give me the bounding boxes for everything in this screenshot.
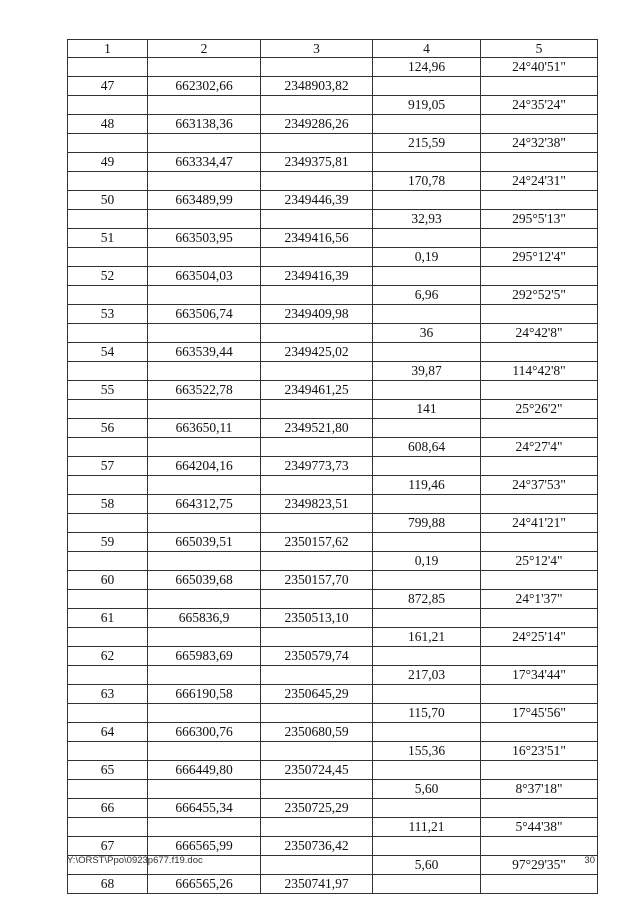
table-row: [68, 267, 598, 286]
distance-cell: [373, 875, 481, 894]
distance-cell: [373, 229, 481, 248]
point-number-cell: 50: [68, 191, 148, 210]
table-row: [68, 324, 598, 343]
y-coordinate-cell: [261, 476, 373, 495]
y-coordinate-cell: 2349521,80: [261, 419, 373, 438]
bearing-cell: [481, 229, 598, 248]
bearing-cell: 16°23'51": [481, 742, 598, 761]
x-coordinate-cell: 663650,11: [148, 419, 261, 438]
x-coordinate-cell: 666449,80: [148, 761, 261, 780]
distance-cell: [373, 457, 481, 476]
point-number-cell: [68, 210, 148, 229]
footer-file-path: Y:\ORST\Ppo\0923p677.f19.doc: [67, 855, 203, 866]
point-number-cell: [68, 438, 148, 457]
y-coordinate-cell: [261, 172, 373, 191]
point-number-cell: 57: [68, 457, 148, 476]
point-number-cell: [68, 742, 148, 761]
bearing-cell: [481, 77, 598, 96]
table-row: [68, 400, 598, 419]
point-number-cell: [68, 248, 148, 267]
table-row: [68, 780, 598, 799]
distance-cell: 141: [373, 400, 481, 419]
distance-cell: 919,05: [373, 96, 481, 115]
point-number-cell: 53: [68, 305, 148, 324]
distance-cell: 5,60: [373, 780, 481, 799]
x-coordinate-cell: [148, 514, 261, 533]
point-number-cell: 59: [68, 533, 148, 552]
point-number-cell: [68, 780, 148, 799]
x-coordinate-cell: 666565,99: [148, 837, 261, 856]
x-coordinate-cell: [148, 628, 261, 647]
point-number-cell: 67: [68, 837, 148, 856]
point-number-cell: [68, 400, 148, 419]
x-coordinate-cell: [148, 476, 261, 495]
table-row: [68, 210, 598, 229]
x-coordinate-cell: 666300,76: [148, 723, 261, 742]
point-number-cell: 47: [68, 77, 148, 96]
x-coordinate-cell: 665836,9: [148, 609, 261, 628]
table-row: [68, 818, 598, 837]
table-row: [68, 495, 598, 514]
table-row: [68, 571, 598, 590]
distance-cell: [373, 533, 481, 552]
table-row: [68, 77, 598, 96]
bearing-cell: 24°25'14": [481, 628, 598, 647]
y-coordinate-cell: 2350724,45: [261, 761, 373, 780]
y-coordinate-cell: [261, 362, 373, 381]
x-coordinate-cell: [148, 96, 261, 115]
distance-cell: [373, 837, 481, 856]
y-coordinate-cell: [261, 438, 373, 457]
distance-cell: [373, 609, 481, 628]
bearing-cell: [481, 875, 598, 894]
bearing-cell: 24°24'31": [481, 172, 598, 191]
point-number-cell: [68, 818, 148, 837]
distance-cell: [373, 77, 481, 96]
bearing-cell: [481, 837, 598, 856]
x-coordinate-cell: [148, 362, 261, 381]
point-number-cell: [68, 628, 148, 647]
table-row: [68, 628, 598, 647]
x-coordinate-cell: [148, 666, 261, 685]
x-coordinate-cell: 663138,36: [148, 115, 261, 134]
x-coordinate-cell: [148, 590, 261, 609]
x-coordinate-cell: [148, 324, 261, 343]
x-coordinate-cell: [148, 210, 261, 229]
x-coordinate-cell: 665039,51: [148, 533, 261, 552]
distance-cell: [373, 305, 481, 324]
point-number-cell: 65: [68, 761, 148, 780]
point-number-cell: [68, 58, 148, 77]
bearing-cell: [481, 419, 598, 438]
y-coordinate-cell: 2349286,26: [261, 115, 373, 134]
table-row: [68, 286, 598, 305]
table-row: [68, 761, 598, 780]
x-coordinate-cell: 662302,66: [148, 77, 261, 96]
distance-cell: 0,19: [373, 248, 481, 267]
distance-cell: [373, 419, 481, 438]
point-number-cell: 61: [68, 609, 148, 628]
bearing-cell: 24°35'24": [481, 96, 598, 115]
bearing-cell: 25°12'4": [481, 552, 598, 571]
table-row: [68, 134, 598, 153]
table-row: [68, 514, 598, 533]
point-number-cell: [68, 552, 148, 571]
bearing-cell: [481, 343, 598, 362]
y-coordinate-cell: [261, 628, 373, 647]
bearing-cell: 17°45'56": [481, 704, 598, 723]
distance-cell: 5,60: [373, 856, 481, 875]
header-cell: 3: [261, 40, 373, 58]
x-coordinate-cell: [148, 134, 261, 153]
y-coordinate-cell: [261, 856, 373, 875]
point-number-cell: [68, 666, 148, 685]
bearing-cell: [481, 723, 598, 742]
bearing-cell: [481, 609, 598, 628]
y-coordinate-cell: 2348903,82: [261, 77, 373, 96]
bearing-cell: 97°29'35": [481, 856, 598, 875]
bearing-cell: [481, 381, 598, 400]
table-row: [68, 115, 598, 134]
distance-cell: 0,19: [373, 552, 481, 571]
bearing-cell: 24°40'51": [481, 58, 598, 77]
distance-cell: 124,96: [373, 58, 481, 77]
bearing-cell: [481, 647, 598, 666]
y-coordinate-cell: [261, 134, 373, 153]
table-header-row: [68, 40, 598, 58]
header-cell: 1: [68, 40, 148, 58]
bearing-cell: 24°32'38": [481, 134, 598, 153]
bearing-cell: [481, 115, 598, 134]
x-coordinate-cell: [148, 286, 261, 305]
table-row: [68, 457, 598, 476]
table-row: [68, 799, 598, 818]
y-coordinate-cell: 2349416,56: [261, 229, 373, 248]
point-number-cell: [68, 476, 148, 495]
distance-cell: 155,36: [373, 742, 481, 761]
y-coordinate-cell: [261, 552, 373, 571]
point-number-cell: [68, 704, 148, 723]
distance-cell: 111,21: [373, 818, 481, 837]
distance-cell: [373, 799, 481, 818]
y-coordinate-cell: [261, 666, 373, 685]
distance-cell: [373, 647, 481, 666]
distance-cell: [373, 115, 481, 134]
bearing-cell: 114°42'8": [481, 362, 598, 381]
bearing-cell: 24°42'8": [481, 324, 598, 343]
footer-page-number: 30: [584, 855, 595, 866]
distance-cell: [373, 381, 481, 400]
point-number-cell: 63: [68, 685, 148, 704]
distance-cell: 32,93: [373, 210, 481, 229]
distance-cell: 36: [373, 324, 481, 343]
bearing-cell: 295°5'13": [481, 210, 598, 229]
distance-cell: [373, 191, 481, 210]
y-coordinate-cell: 2350741,97: [261, 875, 373, 894]
y-coordinate-cell: [261, 96, 373, 115]
x-coordinate-cell: 665039,68: [148, 571, 261, 590]
bearing-cell: 24°37'53": [481, 476, 598, 495]
x-coordinate-cell: 663522,78: [148, 381, 261, 400]
bearing-cell: 24°1'37": [481, 590, 598, 609]
table-row: [68, 248, 598, 267]
y-coordinate-cell: [261, 210, 373, 229]
y-coordinate-cell: 2349461,25: [261, 381, 373, 400]
table-row: [68, 58, 598, 77]
distance-cell: 119,46: [373, 476, 481, 495]
table-row: [68, 96, 598, 115]
bearing-cell: 5°44'38": [481, 818, 598, 837]
y-coordinate-cell: [261, 248, 373, 267]
table-row: [68, 172, 598, 191]
table-row: [68, 305, 598, 324]
y-coordinate-cell: [261, 324, 373, 343]
header-cell: 5: [481, 40, 598, 58]
bearing-cell: [481, 267, 598, 286]
point-number-cell: [68, 172, 148, 191]
bearing-cell: 25°26'2": [481, 400, 598, 419]
header-cell: 4: [373, 40, 481, 58]
point-number-cell: 60: [68, 571, 148, 590]
y-coordinate-cell: 2349425,02: [261, 343, 373, 362]
y-coordinate-cell: 2350513,10: [261, 609, 373, 628]
table-body: [68, 40, 598, 894]
x-coordinate-cell: 666565,26: [148, 875, 261, 894]
y-coordinate-cell: 2350157,62: [261, 533, 373, 552]
point-number-cell: 62: [68, 647, 148, 666]
point-number-cell: 55: [68, 381, 148, 400]
point-number-cell: [68, 96, 148, 115]
x-coordinate-cell: 666455,34: [148, 799, 261, 818]
x-coordinate-cell: [148, 818, 261, 837]
distance-cell: [373, 343, 481, 362]
distance-cell: 215,59: [373, 134, 481, 153]
distance-cell: 170,78: [373, 172, 481, 191]
x-coordinate-cell: 663506,74: [148, 305, 261, 324]
bearing-cell: 8°37'18": [481, 780, 598, 799]
bearing-cell: [481, 153, 598, 172]
x-coordinate-cell: [148, 248, 261, 267]
table-row: [68, 552, 598, 571]
y-coordinate-cell: [261, 742, 373, 761]
y-coordinate-cell: [261, 818, 373, 837]
bearing-cell: [481, 685, 598, 704]
x-coordinate-cell: 664204,16: [148, 457, 261, 476]
distance-cell: 799,88: [373, 514, 481, 533]
table-row: [68, 609, 598, 628]
point-number-cell: 49: [68, 153, 148, 172]
y-coordinate-cell: 2349409,98: [261, 305, 373, 324]
distance-cell: [373, 723, 481, 742]
point-number-cell: 51: [68, 229, 148, 248]
table-row: [68, 590, 598, 609]
point-number-cell: 54: [68, 343, 148, 362]
table-row: [68, 837, 598, 856]
x-coordinate-cell: 664312,75: [148, 495, 261, 514]
y-coordinate-cell: [261, 514, 373, 533]
table-row: [68, 742, 598, 761]
distance-cell: 115,70: [373, 704, 481, 723]
table-row: [68, 343, 598, 362]
point-number-cell: [68, 324, 148, 343]
table-row: [68, 476, 598, 495]
x-coordinate-cell: 663504,03: [148, 267, 261, 286]
bearing-cell: [481, 495, 598, 514]
bearing-cell: [481, 191, 598, 210]
x-coordinate-cell: 663503,95: [148, 229, 261, 248]
y-coordinate-cell: 2349823,51: [261, 495, 373, 514]
table-row: [68, 875, 598, 894]
table-row: [68, 381, 598, 400]
y-coordinate-cell: [261, 780, 373, 799]
table-row: [68, 647, 598, 666]
bearing-cell: [481, 799, 598, 818]
point-number-cell: 58: [68, 495, 148, 514]
bearing-cell: [481, 571, 598, 590]
x-coordinate-cell: 666190,58: [148, 685, 261, 704]
bearing-cell: 17°34'44": [481, 666, 598, 685]
y-coordinate-cell: 2349446,39: [261, 191, 373, 210]
x-coordinate-cell: [148, 438, 261, 457]
y-coordinate-cell: 2350645,29: [261, 685, 373, 704]
table-row: [68, 685, 598, 704]
y-coordinate-cell: 2350579,74: [261, 647, 373, 666]
point-number-cell: 68: [68, 875, 148, 894]
x-coordinate-cell: [148, 58, 261, 77]
x-coordinate-cell: [148, 704, 261, 723]
y-coordinate-cell: 2350736,42: [261, 837, 373, 856]
point-number-cell: 52: [68, 267, 148, 286]
point-number-cell: 56: [68, 419, 148, 438]
point-number-cell: 48: [68, 115, 148, 134]
distance-cell: [373, 495, 481, 514]
header-cell: 2: [148, 40, 261, 58]
point-number-cell: [68, 134, 148, 153]
y-coordinate-cell: 2350680,59: [261, 723, 373, 742]
y-coordinate-cell: 2350725,29: [261, 799, 373, 818]
bearing-cell: [481, 457, 598, 476]
point-number-cell: 66: [68, 799, 148, 818]
y-coordinate-cell: 2349416,39: [261, 267, 373, 286]
y-coordinate-cell: [261, 58, 373, 77]
y-coordinate-cell: 2350157,70: [261, 571, 373, 590]
x-coordinate-cell: 665983,69: [148, 647, 261, 666]
point-number-cell: 64: [68, 723, 148, 742]
table-row: [68, 153, 598, 172]
bearing-cell: [481, 305, 598, 324]
point-number-cell: [68, 362, 148, 381]
point-number-cell: [68, 590, 148, 609]
x-coordinate-cell: [148, 742, 261, 761]
table-row: [68, 229, 598, 248]
distance-cell: 6,96: [373, 286, 481, 305]
y-coordinate-cell: [261, 400, 373, 419]
table-row: [68, 419, 598, 438]
x-coordinate-cell: [148, 552, 261, 571]
distance-cell: 161,21: [373, 628, 481, 647]
x-coordinate-cell: [148, 780, 261, 799]
table-row: [68, 723, 598, 742]
point-number-cell: [68, 514, 148, 533]
y-coordinate-cell: [261, 590, 373, 609]
bearing-cell: 24°27'4": [481, 438, 598, 457]
distance-cell: 217,03: [373, 666, 481, 685]
x-coordinate-cell: [148, 400, 261, 419]
bearing-cell: 295°12'4": [481, 248, 598, 267]
table-row: [68, 438, 598, 457]
distance-cell: [373, 571, 481, 590]
x-coordinate-cell: 663334,47: [148, 153, 261, 172]
distance-cell: [373, 153, 481, 172]
point-number-cell: [68, 286, 148, 305]
bearing-cell: 24°41'21": [481, 514, 598, 533]
coordinates-table: [67, 39, 598, 894]
distance-cell: 608,64: [373, 438, 481, 457]
distance-cell: 872,85: [373, 590, 481, 609]
x-coordinate-cell: [148, 172, 261, 191]
bearing-cell: [481, 761, 598, 780]
bearing-cell: [481, 533, 598, 552]
y-coordinate-cell: 2349375,81: [261, 153, 373, 172]
distance-cell: [373, 761, 481, 780]
table-row: [68, 533, 598, 552]
y-coordinate-cell: [261, 704, 373, 723]
distance-cell: [373, 685, 481, 704]
table-row: [68, 666, 598, 685]
table-row: [68, 362, 598, 381]
bearing-cell: 292°52'5": [481, 286, 598, 305]
y-coordinate-cell: 2349773,73: [261, 457, 373, 476]
table-row: [68, 191, 598, 210]
table-row: [68, 704, 598, 723]
x-coordinate-cell: 663539,44: [148, 343, 261, 362]
y-coordinate-cell: [261, 286, 373, 305]
distance-cell: [373, 267, 481, 286]
distance-cell: 39,87: [373, 362, 481, 381]
x-coordinate-cell: 663489,99: [148, 191, 261, 210]
